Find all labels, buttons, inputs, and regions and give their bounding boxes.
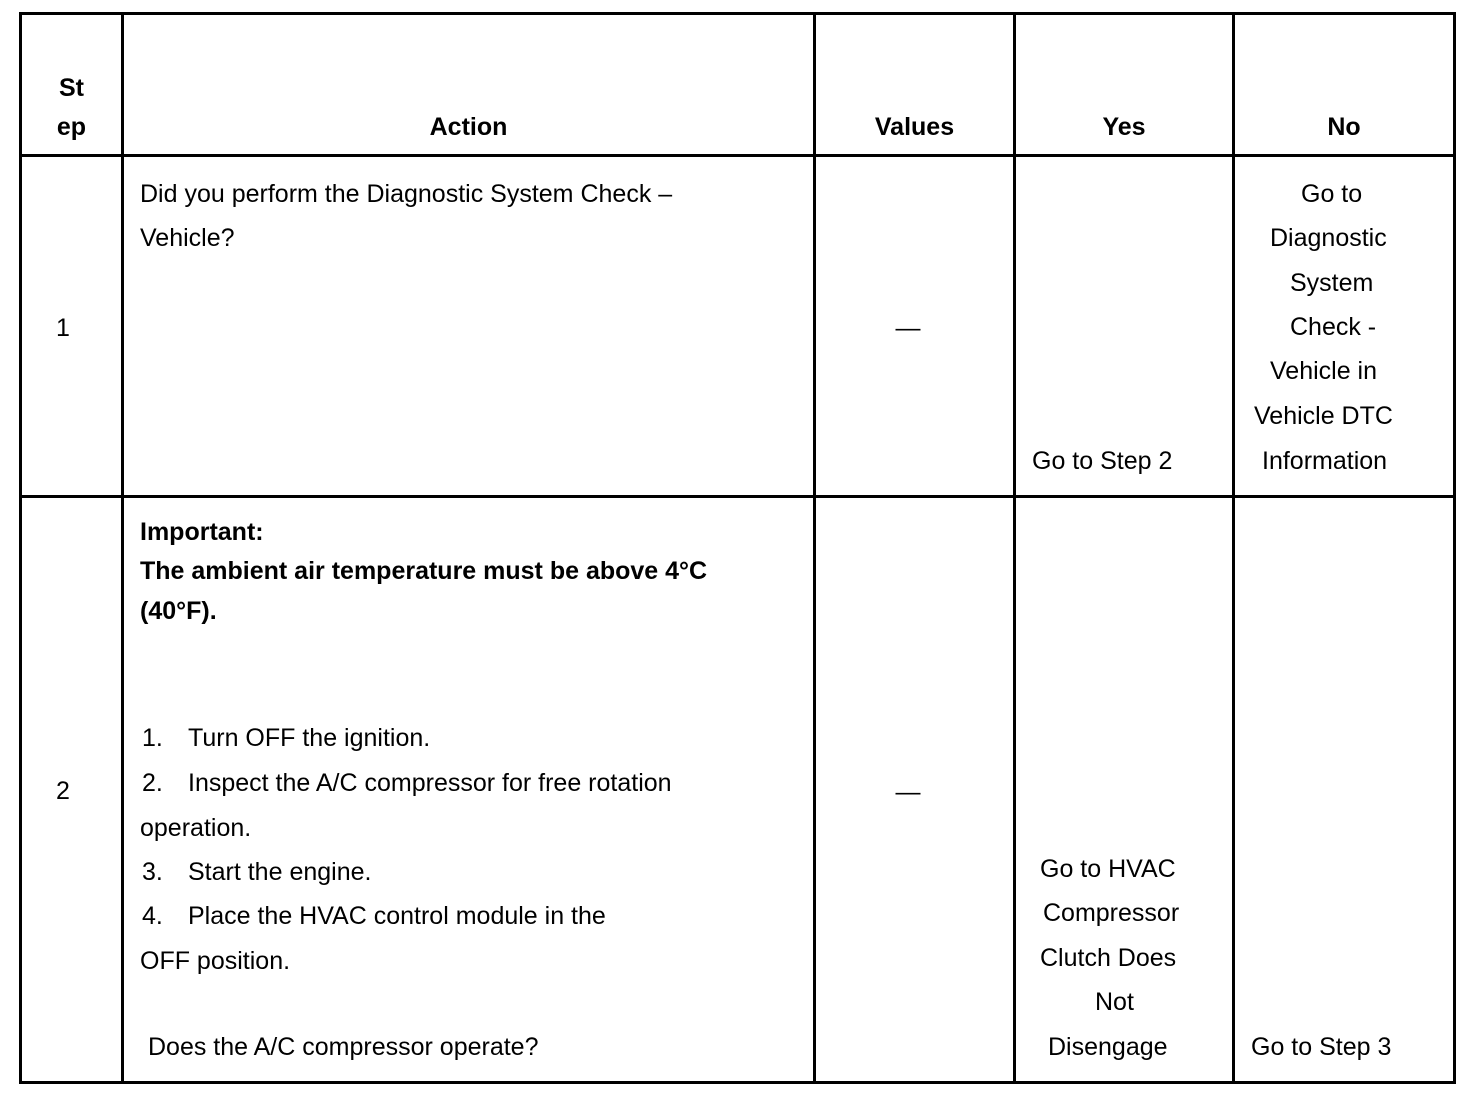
step-number: 1 [56, 314, 70, 342]
yes-cell-line: Clutch Does [1040, 944, 1177, 972]
yes-cell-line: Not [1095, 988, 1134, 1016]
action-text: Did you perform the Diagnostic System Check – [140, 180, 673, 208]
no-cell-line: Vehicle DTC [1254, 402, 1393, 430]
column-divider [121, 12, 124, 1084]
no-cell-line: System [1290, 269, 1374, 297]
no-cell-line: Check - [1290, 313, 1377, 341]
step-number: 2 [56, 777, 70, 805]
yes-cell-line: Compressor [1043, 899, 1180, 927]
header-yes: Yes [1102, 113, 1146, 141]
yes-cell-line: Go to HVAC [1040, 855, 1176, 883]
list-item: Place the HVAC control module in the [188, 902, 606, 930]
values-cell: — [895, 314, 921, 342]
list-item-number: 2. [142, 769, 163, 797]
header-no: No [1327, 113, 1361, 141]
header-action: Action [429, 113, 508, 141]
no-cell-line: Go to [1301, 180, 1363, 208]
list-item: Turn OFF the ignition. [188, 724, 431, 752]
no-cell-line: Diagnostic [1270, 224, 1387, 252]
no-cell-line: Vehicle in [1270, 357, 1378, 385]
list-item: Start the engine. [188, 858, 372, 886]
header-step-line1: St [59, 74, 84, 102]
column-divider [1013, 12, 1016, 1084]
question-text: Does the A/C compressor operate? [148, 1033, 539, 1061]
yes-cell: Go to Step 2 [1032, 447, 1173, 475]
list-item-number: 4. [142, 902, 163, 930]
list-item-continuation: OFF position. [140, 947, 291, 975]
row-divider [19, 495, 1456, 498]
column-divider [1232, 12, 1235, 1084]
list-item-continuation: operation. [140, 814, 252, 842]
row-divider [19, 154, 1456, 157]
no-cell-line: Information [1262, 447, 1388, 475]
important-text: (40°F). [140, 597, 217, 625]
column-divider [813, 12, 816, 1084]
no-cell: Go to Step 3 [1251, 1033, 1392, 1061]
action-text: Vehicle? [140, 224, 235, 252]
header-step-line2: ep [56, 113, 87, 141]
values-cell: — [895, 778, 921, 806]
yes-cell-line: Disengage [1048, 1033, 1168, 1061]
header-values: Values [874, 113, 955, 141]
list-item-number: 1. [142, 724, 163, 752]
list-item: Inspect the A/C compressor for free rotation [188, 769, 672, 797]
important-text: The ambient air temperature must be above 4°C [140, 557, 708, 585]
list-item-number: 3. [142, 858, 163, 886]
important-label: Important: [140, 518, 264, 546]
